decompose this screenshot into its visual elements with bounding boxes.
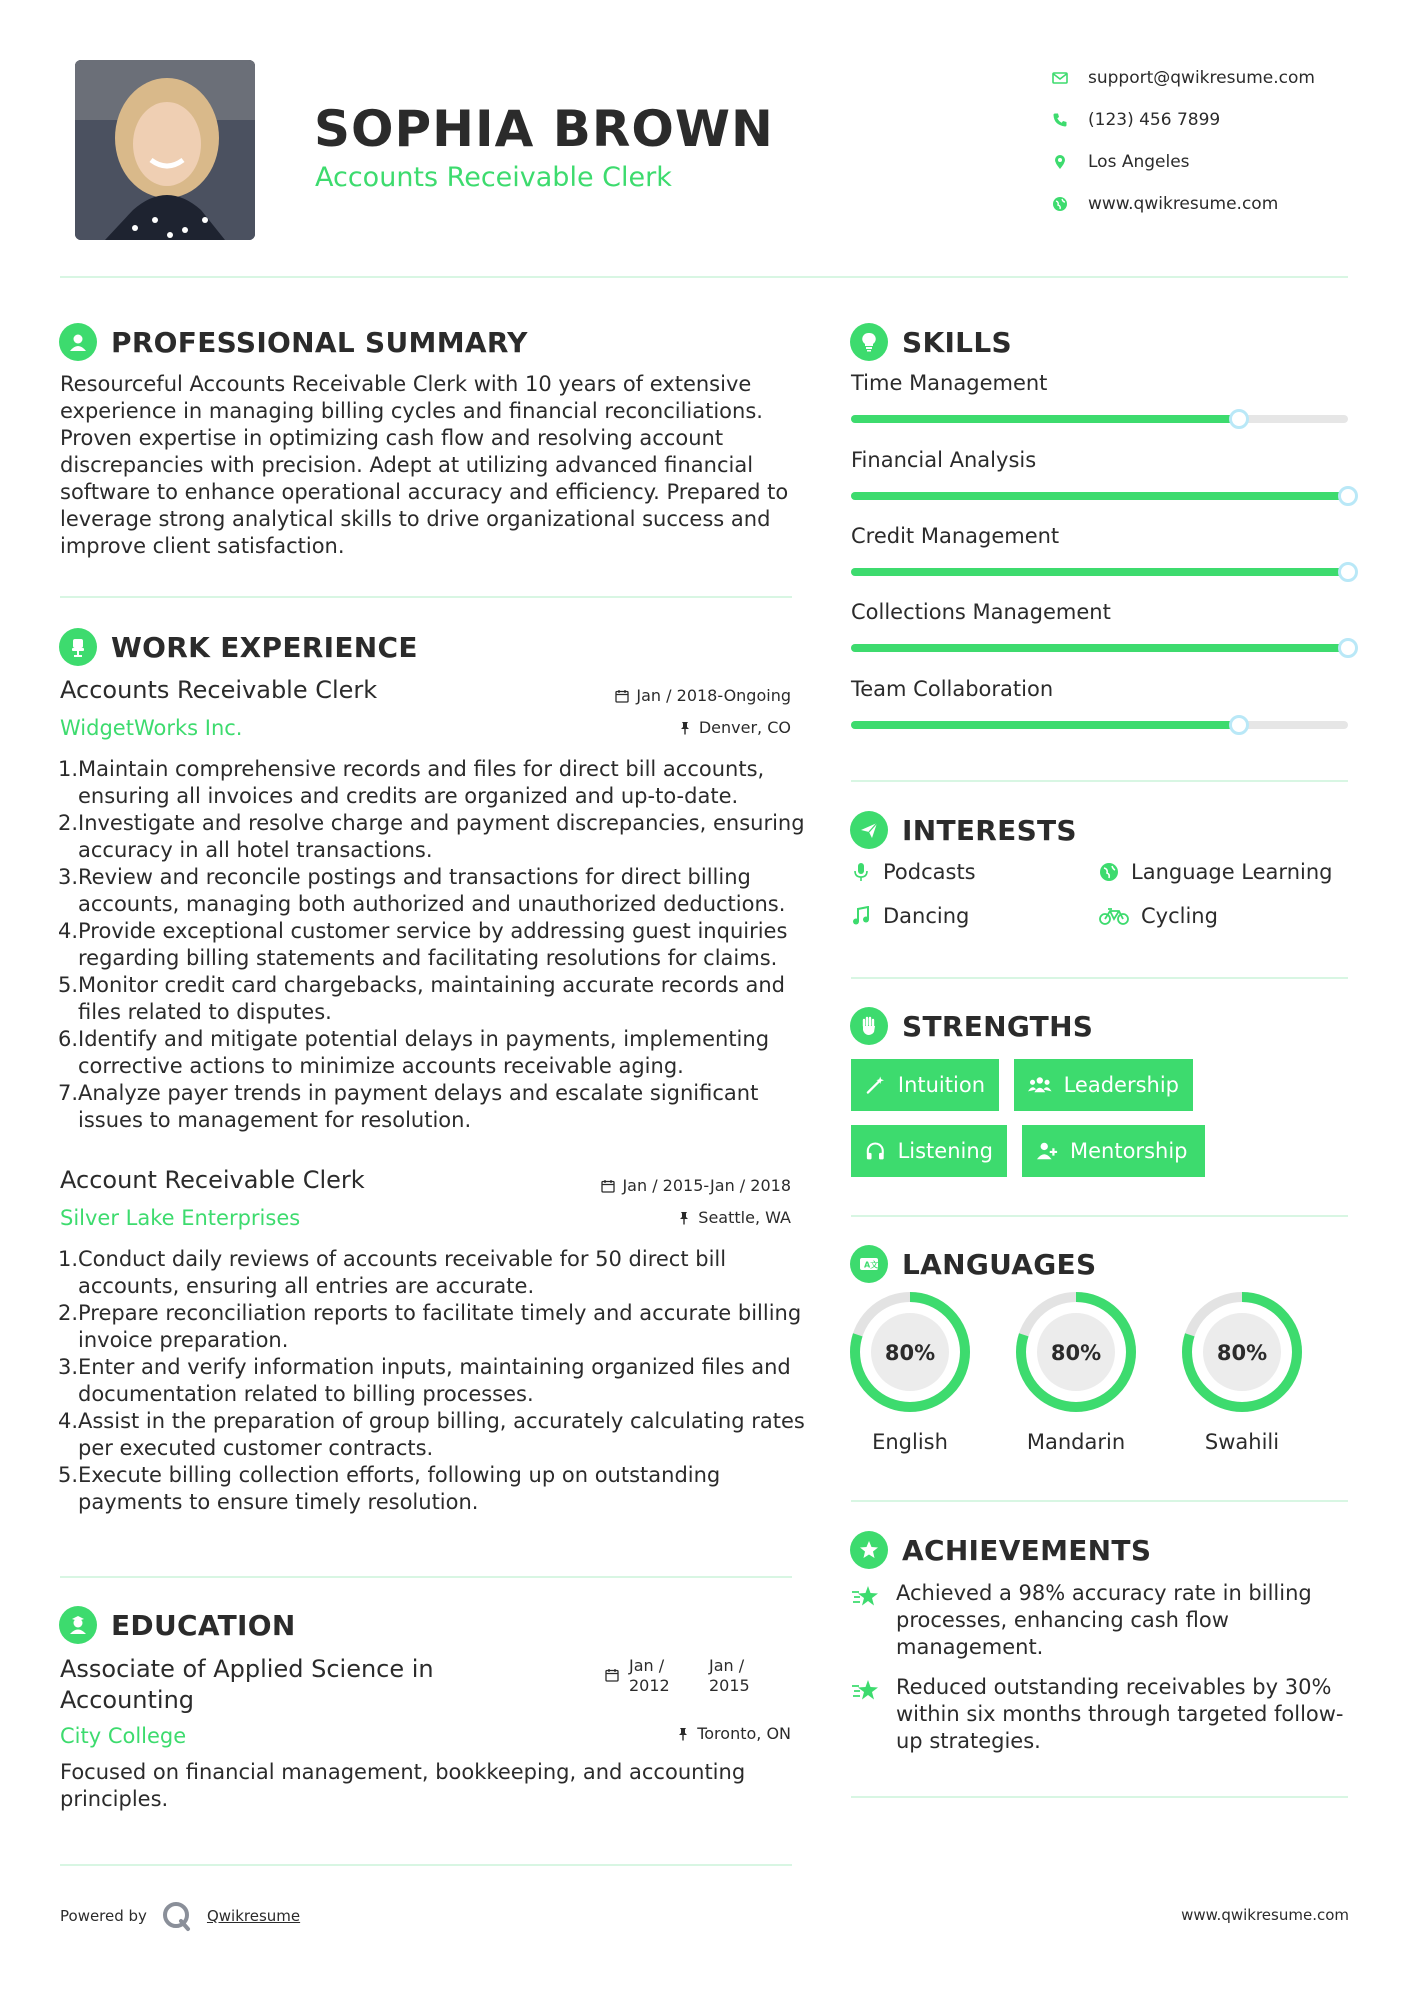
skill-knob <box>1229 715 1249 735</box>
calendar-icon <box>605 1668 619 1682</box>
achievement-item <box>851 1580 1351 1661</box>
contact-phone-text: (123) 456 7899 <box>1088 110 1221 130</box>
skill-fill <box>851 415 1239 423</box>
contact-list <box>1052 57 1315 225</box>
education-heading-text: EDUCATION <box>111 1608 296 1642</box>
duty-item: 3. Review and reconcile postings and transactions for direct billing accounts, managing both authorized and unauthorized deductions. <box>58 865 786 916</box>
skill-track <box>851 721 1348 729</box>
header-divider <box>60 276 1348 278</box>
skill-knob <box>1229 409 1249 429</box>
job-dates <box>520 1176 791 1195</box>
language-ring <box>1014 1290 1138 1414</box>
group-icon <box>1028 1074 1052 1096</box>
skill-knob <box>1338 562 1358 582</box>
skills-divider <box>851 780 1348 782</box>
interest-label: Cycling <box>1141 904 1218 928</box>
skill-knob <box>1338 486 1358 506</box>
paper-plane-icon <box>858 819 880 841</box>
skill-fill <box>851 568 1348 576</box>
job-location <box>550 1208 791 1227</box>
interest-item <box>851 860 976 884</box>
summary-divider <box>60 596 792 598</box>
summary-heading-text: PROFESSIONAL SUMMARY <box>111 325 528 359</box>
svg-text:A文: A文 <box>864 1260 879 1270</box>
achievements-divider <box>851 1796 1348 1798</box>
education-date-start: Jan / 2012 <box>629 1656 670 1695</box>
summary-text: Resourceful Accounts Receivable Clerk with 10 years of extensive experience in managing billing cycles and financial reconciliations. Proven expertise in optimizing cash flow and resolving account discrepancies with precision. Adept at utilizing advanced financial software to enhance operational accuracy and efficiency. Prepared to leverage strong analytical skills to drive organizational success and improve client satisfaction. <box>60 372 789 558</box>
skill-name: Team Collaboration <box>851 677 1054 701</box>
education-date-end: Jan / 2015 <box>709 1656 750 1695</box>
interest-item <box>1099 860 1332 884</box>
skill-knob <box>1338 638 1358 658</box>
duty-item: 6. Identify and mitigate potential delays in payments, implementing corrective actions to minimize accounts receivable aging. <box>58 1027 770 1078</box>
job-location <box>550 718 791 737</box>
job-location-text: Seattle, WA <box>698 1208 791 1227</box>
interest-label: Podcasts <box>883 860 976 884</box>
contact-phone[interactable] <box>1052 99 1315 141</box>
calendar-icon <box>601 1179 615 1193</box>
office-chair-icon <box>67 636 89 658</box>
language-name: Mandarin <box>1026 1430 1126 1454</box>
profile-photo <box>75 60 255 240</box>
strength-label: Intuition <box>897 1073 985 1097</box>
microphone-icon <box>851 862 871 882</box>
language-item <box>1180 1290 1304 1454</box>
education-heading <box>59 1605 296 1645</box>
language-card-icon <box>858 1253 880 1275</box>
contact-location <box>1052 141 1315 183</box>
duty-item: 4. Assist in the preparation of group billing, accurately calculating rates per executed customer contracts. <box>58 1409 805 1460</box>
strength-tag <box>851 1059 999 1111</box>
envelope-icon <box>1052 70 1068 86</box>
profile-photo-image <box>75 60 255 240</box>
contact-email-text: support@qwikresume.com <box>1088 68 1315 88</box>
skill-fill <box>851 492 1348 500</box>
map-pin-icon <box>1052 154 1068 170</box>
skill-item <box>851 371 1348 431</box>
lightbulb-icon <box>858 331 880 353</box>
interest-label: Language Learning <box>1131 860 1333 884</box>
globe-icon <box>1052 196 1068 212</box>
raised-hand-icon <box>858 1015 880 1037</box>
footer-powered-by <box>60 1900 300 1932</box>
education-dates <box>605 1656 759 1696</box>
contact-location-text: Los Angeles <box>1088 152 1190 172</box>
duty-item: 5. Execute billing collection efforts, following up on outstanding payments to ensure timely resolution. <box>58 1463 721 1514</box>
education-divider <box>60 1864 792 1866</box>
job-duties <box>60 1246 805 1516</box>
achievements-heading-text: ACHIEVEMENTS <box>902 1533 1152 1567</box>
magic-wand-icon <box>865 1074 886 1096</box>
music-note-icon <box>851 906 871 926</box>
skill-name: Credit Management <box>851 524 1060 548</box>
interest-item <box>1099 904 1218 928</box>
duty-item: 1. Conduct daily reviews of accounts receivable for 50 direct bill accounts, ensuring all entries are accurate. <box>58 1247 727 1298</box>
job-location-text: Denver, CO <box>698 718 791 737</box>
job-dates-text: Jan / 2015-Jan / 2018 <box>622 1176 791 1195</box>
pushpin-icon <box>678 721 692 735</box>
achievements-heading <box>850 1530 1151 1570</box>
skill-track <box>851 568 1348 576</box>
education-description: Focused on financial management, bookkeeping, and accounting principles. <box>60 1760 746 1811</box>
skill-fill <box>851 644 1348 652</box>
strengths-divider <box>851 1215 1348 1217</box>
skill-track <box>851 415 1348 423</box>
work-heading-text: WORK EXPERIENCE <box>111 630 418 664</box>
strength-tag <box>851 1125 1007 1177</box>
headphones-icon <box>865 1140 886 1162</box>
strength-tag <box>1014 1059 1193 1111</box>
graduate-icon <box>67 1614 89 1636</box>
language-item <box>1014 1290 1138 1454</box>
education-degree: Associate of Applied Science in Accounting <box>60 1655 434 1714</box>
globe-icon <box>1099 862 1119 882</box>
job-duties <box>60 756 805 1134</box>
skills-heading <box>850 322 1012 362</box>
work-divider <box>60 1576 792 1578</box>
language-percent: 80% <box>884 1341 936 1365</box>
duty-item: 3. Enter and verify information inputs, maintaining organized files and documentation related to billing processes. <box>58 1355 791 1406</box>
education-school: City College <box>60 1724 187 1748</box>
strengths-heading-text: STRENGTHS <box>902 1009 1094 1043</box>
languages-heading <box>850 1244 1096 1284</box>
user-plus-icon <box>1036 1140 1058 1162</box>
language-name: Swahili <box>1204 1430 1280 1454</box>
skill-track <box>851 492 1348 500</box>
pushpin-icon <box>677 1211 691 1225</box>
languages-divider <box>851 1500 1348 1502</box>
user-icon <box>67 331 89 353</box>
skill-item <box>851 524 1348 584</box>
duty-item: 2. Investigate and resolve charge and payment discrepancies, ensuring accuracy in all hotel transactions. <box>58 811 805 862</box>
job-title: Account Receivable Clerk <box>60 1166 365 1194</box>
skill-fill <box>851 721 1239 729</box>
skill-item <box>851 600 1348 660</box>
candidate-name: SOPHIA BROWN <box>314 100 774 158</box>
star-icon <box>851 1678 881 1706</box>
star-icon <box>851 1584 881 1612</box>
contact-website-text: www.qwikresume.com <box>1088 194 1279 214</box>
skill-name: Time Management <box>851 371 1048 395</box>
interest-label: Dancing <box>883 904 970 928</box>
education-location <box>550 1724 791 1743</box>
job-company: WidgetWorks Inc. <box>60 716 243 740</box>
work-heading <box>59 627 418 667</box>
achievement-text: Reduced outstanding receivables by 30% within six months through targeted follow-up strategies. <box>896 1675 1344 1753</box>
footer-powered-label: Powered by <box>60 1907 147 1925</box>
qwikresume-logo-icon <box>161 1900 193 1932</box>
skill-name: Financial Analysis <box>851 448 1037 472</box>
strength-label: Mentorship <box>1070 1139 1188 1163</box>
language-percent: 80% <box>1216 1341 1268 1365</box>
interest-item <box>851 904 969 928</box>
job-dates <box>550 686 791 705</box>
skill-item <box>851 677 1348 737</box>
duty-item: 7. Analyze payer trends in payment delays and escalate significant issues to management for resolution. <box>58 1081 759 1132</box>
skills-heading-text: SKILLS <box>902 325 1012 359</box>
contact-email[interactable] <box>1052 57 1315 99</box>
award-star-icon <box>858 1539 880 1561</box>
duty-item: 1. Maintain comprehensive records and files for direct bill accounts, ensuring all invoices and credits are organized and up-to-date. <box>58 757 765 808</box>
bicycle-icon <box>1099 906 1129 926</box>
skill-item <box>851 448 1348 508</box>
footer-brand-link[interactable]: Qwikresume <box>206 1907 301 1925</box>
achievement-text: Achieved a 98% accuracy rate in billing processes, enhancing cash flow management. <box>896 1581 1312 1659</box>
strength-label: Leadership <box>1063 1073 1179 1097</box>
interests-heading-text: INTERESTS <box>902 813 1077 847</box>
pushpin-icon <box>676 1727 690 1741</box>
language-item <box>848 1290 972 1454</box>
phone-icon <box>1052 112 1068 128</box>
duty-item: 4. Provide exceptional customer service by addressing guest inquiries regarding billing statements and facilitating resolutions for claims. <box>58 919 788 970</box>
contact-website[interactable] <box>1052 183 1315 225</box>
job-title: Accounts Receivable Clerk <box>60 676 378 704</box>
skill-name: Collections Management <box>851 600 1111 624</box>
language-ring <box>848 1290 972 1414</box>
footer-website[interactable]: www.qwikresume.com <box>1181 1906 1349 1924</box>
language-ring <box>1180 1290 1304 1414</box>
job-company: Silver Lake Enterprises <box>60 1206 301 1230</box>
languages-heading-text: LANGUAGES <box>902 1247 1097 1281</box>
summary-heading <box>59 322 528 362</box>
language-percent: 80% <box>1050 1341 1102 1365</box>
achievement-item <box>851 1674 1351 1755</box>
skill-track <box>851 644 1348 652</box>
education-location-text: Toronto, ON <box>697 1724 791 1743</box>
duty-item: 2. Prepare reconciliation reports to facilitate timely and accurate billing invoice preparation. <box>58 1301 802 1352</box>
language-name: English <box>872 1430 948 1454</box>
interests-divider <box>851 977 1348 979</box>
strength-tag <box>1022 1125 1205 1177</box>
calendar-icon <box>615 689 629 703</box>
duty-item: 5. Monitor credit card chargebacks, maintaining accurate records and files related to disputes. <box>58 973 786 1024</box>
candidate-title: Accounts Receivable Clerk <box>315 162 672 193</box>
job-dates-text: Jan / 2018-Ongoing <box>636 686 791 705</box>
strengths-heading <box>850 1006 1093 1046</box>
interests-heading <box>850 810 1077 850</box>
strength-label: Listening <box>897 1139 993 1163</box>
